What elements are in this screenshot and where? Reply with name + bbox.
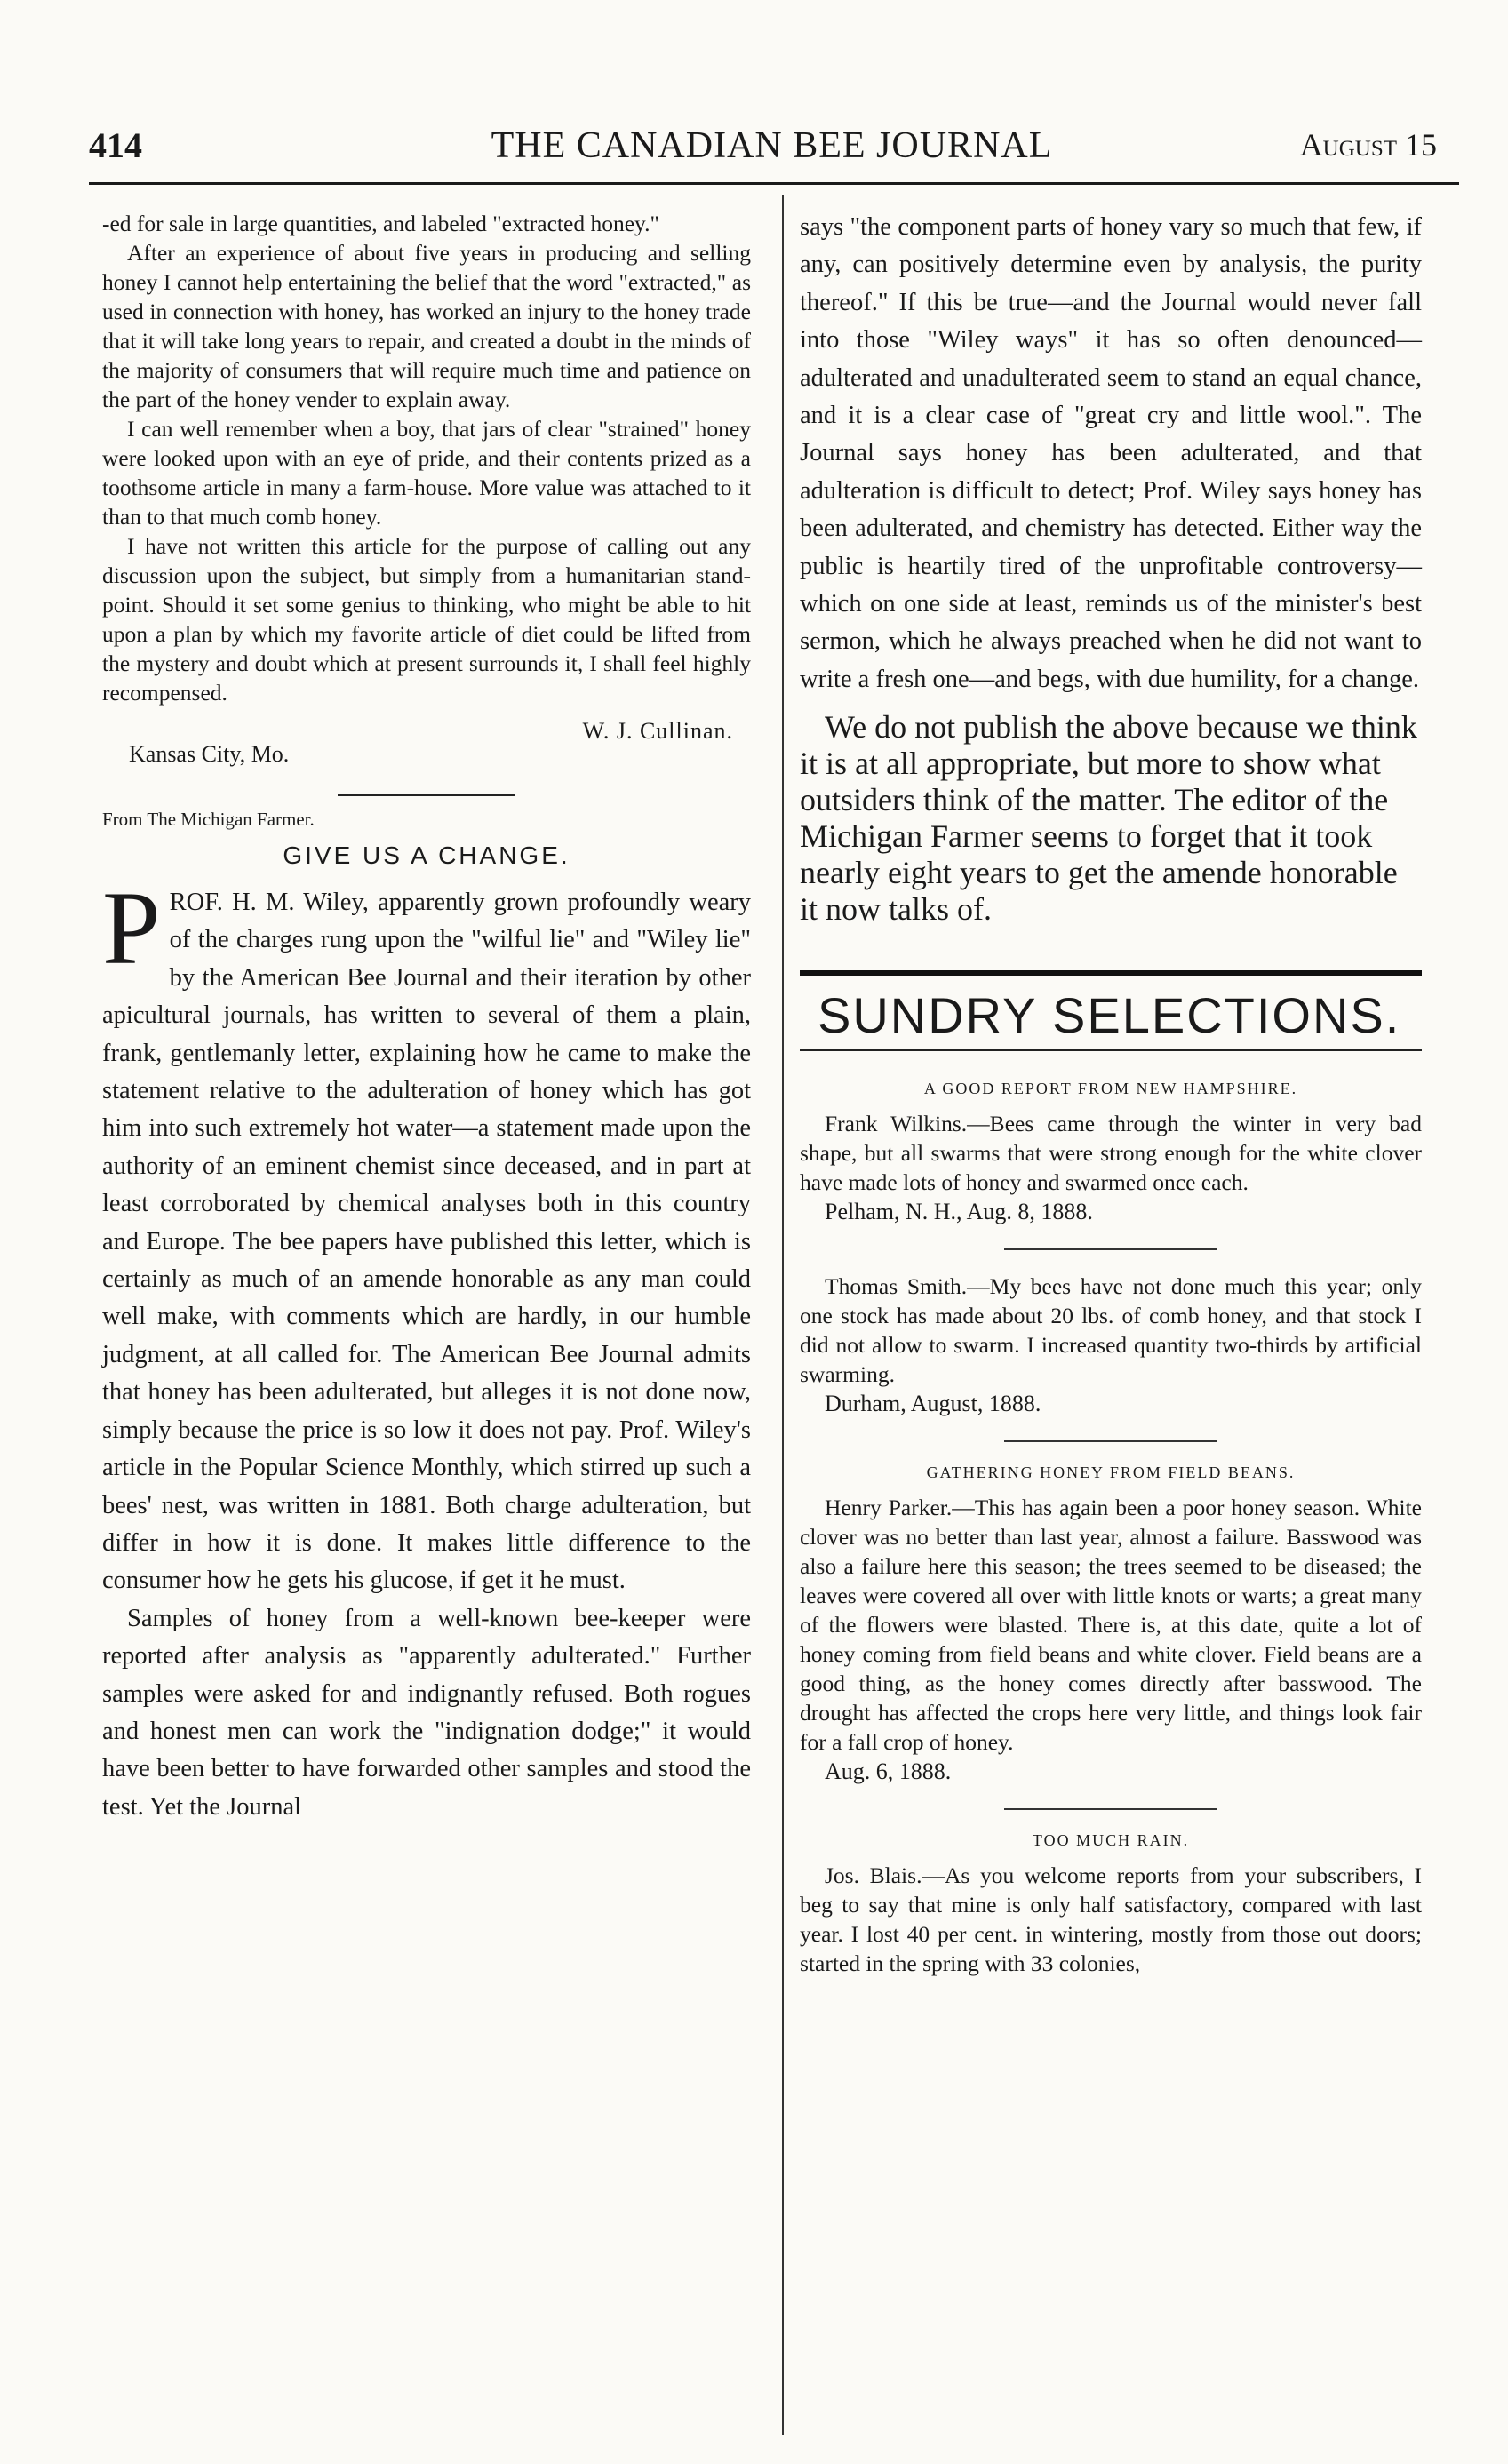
section-title: SUNDRY SELECTIONS. bbox=[818, 987, 1401, 1044]
selection-text: Jos. Blais.—As you welcome reports from your subscribers, I beg to say that mine is only half satisfactory, compared with last year. I lost 40 per cent. in wintering, mostly from those out doors; started in the spring with 33 colonies, bbox=[800, 1862, 1422, 1977]
paragraph: -ed for sale in large quantities, and labeled "extracted honey." bbox=[102, 211, 659, 236]
page-number: 414 bbox=[89, 125, 142, 165]
selection-text: Thomas Smith.—My bees have not done much this year; only one stock has made about 20 lbs. of comb honey, and that stock I did not allow to swarm. I increased quantity two-thirds by artificial swarming. bbox=[800, 1273, 1422, 1388]
selection-date: Pelham, N. H., Aug. 8, 1888. bbox=[825, 1199, 1093, 1225]
selection-item bbox=[800, 1272, 1422, 1417]
section-rule-thin bbox=[800, 1049, 1422, 1051]
selection-text: Frank Wilkins.—Bees came through the winter in very bad shape, but all swarms that were strong enough for the white clover have made lots of honey and swarmed once each. bbox=[800, 1111, 1422, 1196]
selection-text: Henry Parker.—This has again been a poor honey season. White clover was no better than last year, almost a failure. Basswood was also a failure here this season; the trees seemed to be diseased; the leaves were covered all over with little knots or warts; a great many of the flowers were blasted. There is, at this date, quite a lot of honey coming from field beans and white clover. Field beans are a good thing, as the honey comes directly after basswood. The drought has affected the crops here very little, and things look fair for a fall crop of honey. bbox=[800, 1495, 1422, 1756]
selection-item bbox=[800, 1831, 1422, 1978]
editorial-note: We do not publish the above because we think it is at all appropriate, but more to show what outsiders think of the matter. The editor of the Michigan Farmer seems to forget that it took nearly eight years to get the amende honorable it now talks of. bbox=[800, 709, 1417, 928]
selection-item bbox=[800, 1080, 1422, 1225]
selection-title: A GOOD REPORT FROM NEW HAMPSHIRE. bbox=[923, 1080, 1298, 1098]
drop-cap: P bbox=[102, 870, 161, 986]
journal-title: THE CANADIAN BEE JOURNAL bbox=[491, 125, 1053, 166]
selection-item bbox=[800, 1463, 1422, 1785]
article-continuation: says "the component parts of honey vary so much that few, if any, can positively determine even by analysis, the purity thereof." If this be true—and the Journal would never fall into those "Wiley ways" it has so often denounced—adulterated and unadulterated seem to stand an equal chance, and it is a clear case of "great cry and little wool.". The Journal says honey has been adulterated, and that adulteration is difficult to detect; Prof. Wiley says honey has been adulterated, and chemistry has detected. Either way the public is heartily tired of the unprofitable controversy—which on one side at least, reminds us of the minister's best sermon, which he always preached when he did not want to write a fresh one—and begs, with due humility, for a change. bbox=[800, 213, 1422, 693]
separator bbox=[1004, 1248, 1217, 1250]
author-place: Kansas City, Mo. bbox=[129, 741, 290, 767]
selection-title: GATHERING HONEY FROM FIELD BEANS. bbox=[926, 1463, 1296, 1482]
paragraph: I can well remember when a boy, that jars of clear "strained" honey were looked upon with an eye of pride, and their contents prized as a toothsome article in many a farm-house. More value was attached to it than to that much comb honey. bbox=[102, 416, 751, 530]
header-rule bbox=[89, 182, 1459, 185]
selection-date: Aug. 6, 1888. bbox=[825, 1758, 952, 1785]
separator bbox=[1004, 1808, 1217, 1810]
selection-date: Durham, August, 1888. bbox=[825, 1391, 1041, 1417]
paragraph: After an experience of about five years in producing and selling honey I cannot help entertaining the belief that the word "extracted," as used in connection with honey, has worked an injury to the honey trade that it will take long years to repair, and created a doubt in the minds of the majority of consumers that will require much time and patience on the part of the honey vender to explain away. bbox=[102, 240, 751, 412]
article-source: From The Michigan Farmer. bbox=[102, 809, 315, 830]
author-signature: W. J. Cullinan. bbox=[582, 718, 733, 744]
column-divider bbox=[782, 195, 784, 2435]
article-title: GIVE US A CHANGE. bbox=[283, 841, 570, 869]
article-paragraph bbox=[102, 870, 751, 1600]
page-header bbox=[89, 124, 1455, 178]
section-ornament bbox=[338, 794, 515, 796]
left-column bbox=[102, 209, 751, 1826]
selection-title: TOO MUCH RAIN. bbox=[1032, 1831, 1190, 1850]
article-text: ROF. H. M. Wiley, apparently grown profoundly weary of the charges rung upon the "wilful lie" and "Wiley lie" by the American Bee Journal and their iteration by other apicultural journals, has written to several of them a plain, frank, gentlemanly letter, explaining how he came to make the statement relative to the adulteration of honey which has got him into such extremely hot water—a statement made upon the authority of an eminent chemist since deceased, and in part at least corroborated by chemical analyses both in this country and Europe. The bee papers have published this letter, which is certainly as much of an amende honorable as any man could well make, with comments which are hardly, in our humble judgment, at all called for. The American Bee Journal admits that honey has been adulterated, but alleges it is not done now, simply because the price is so low it does not pay. Prof. Wiley's article in the Popular Science Monthly, which stirred up such a bees' nest, was written in 1881. Both charge adulteration, but differ in how it is done. It makes little difference to the consumer how he gets his glucose, if get it he must. bbox=[102, 889, 751, 1595]
right-column bbox=[800, 209, 1422, 1978]
issue-date: August 15 bbox=[1299, 127, 1437, 163]
separator bbox=[1004, 1440, 1217, 1442]
paragraph: I have not written this article for the purpose of calling out any discussion upon the subject, but simply from a humanitarian stand-point. Should it set some genius to thinking, who might be able to hit upon a plan by which my favorite article of diet could be lifted from the mystery and doubt which at present surrounds it, I shall feel highly recompensed. bbox=[102, 533, 751, 706]
article-paragraph: Samples of honey from a well-known bee-keeper were reported after analysis as "apparently adulterated." Further samples were asked for and indignantly refused. Both rogues and honest men can work the "indignation dodge;" it would have been better to have forwarded other samples and stood the test. Yet the Journal bbox=[102, 1604, 751, 1821]
section-rule-thick bbox=[800, 970, 1422, 976]
